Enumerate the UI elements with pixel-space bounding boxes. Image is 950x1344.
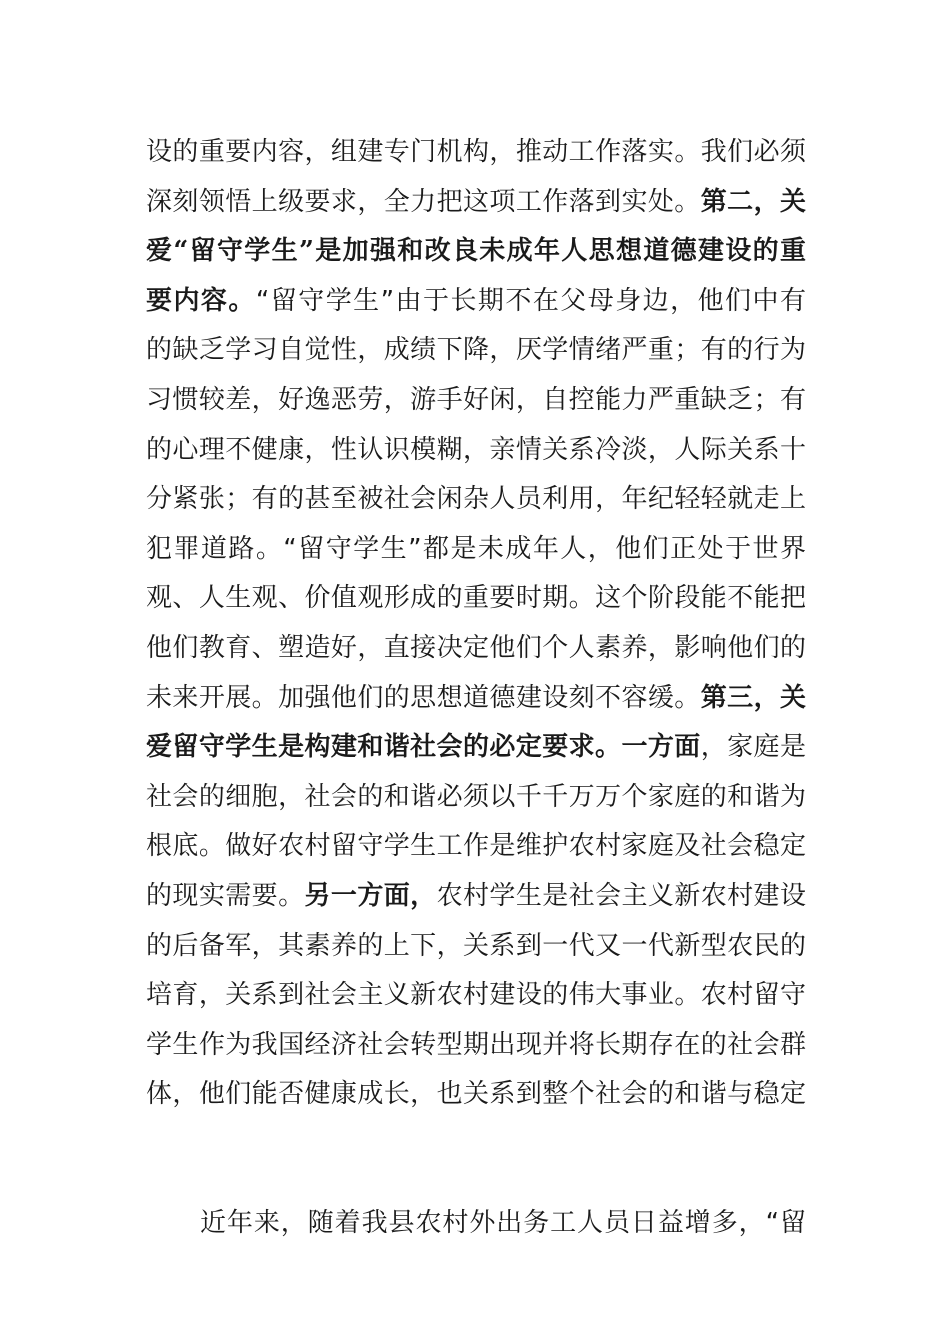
text-line	[146, 678, 806, 718]
text-line	[146, 926, 806, 966]
text-segment: 根底。做好农村留守学生工作是维护农村家庭及社会稳定	[146, 831, 806, 862]
text-segment: 农村学生是社会主义新农村建设	[436, 881, 806, 911]
text-segment: 体，他们能否健康成长，也关系到整个社会的和谐与稳定	[146, 1079, 806, 1110]
bold-text-segment: 爱留守学生是构建和谐社会的必定要求。	[146, 732, 622, 763]
text-segment: 未来开展。加强他们的思想道德建设刻不容缓。	[146, 682, 701, 713]
text-segment: 学生作为我国经济社会转型期出现并将长期存在的社会群	[146, 1029, 806, 1060]
text-segment: 深刻领悟上级要求，全力把这项工作落到实处。	[146, 186, 701, 217]
text-line	[146, 1025, 806, 1065]
bold-text-segment: 第三，关	[700, 682, 806, 713]
text-segment: 他们教育、塑造好，直接决定他们个人素养，影响他们的	[146, 633, 806, 663]
bold-text-segment: 第二，关	[700, 186, 806, 217]
text-segment: ，家庭是	[700, 732, 806, 763]
text-line	[146, 876, 806, 916]
text-line	[146, 628, 806, 668]
text-line	[146, 430, 806, 470]
text-line	[146, 1074, 806, 1114]
text-segment: 习惯较差，好逸恶劳，游手好闲，自控能力严重缺乏；有	[146, 385, 806, 415]
text-segment: 分紧张；有的甚至被社会闲杂人员利用，年纪轻轻就走上	[146, 484, 806, 515]
text-line	[146, 529, 806, 569]
text-segment: 观、人生观、价值观形成的重要时期。这个阶段能不能把	[146, 583, 806, 614]
text-line	[146, 777, 806, 817]
bold-text-segment: 爱“留守学生”是加强和改良未成年人思想道德建设的重	[146, 236, 806, 267]
bold-text-segment: 一方面	[621, 732, 701, 763]
text-segment: “留守学生”由于长期不在父母身边，他们中有	[255, 285, 806, 316]
text-segment: 近年来，随着我县农村外出务工人员日益增多，“留	[200, 1208, 806, 1238]
text-line	[146, 132, 806, 172]
text-line	[146, 182, 806, 222]
text-line	[200, 1203, 806, 1243]
text-line	[146, 975, 806, 1015]
bold-text-segment: 要内容。	[146, 285, 256, 316]
text-segment: 培育，关系到社会主义新农村建设的伟大事业。农村留守	[146, 980, 806, 1011]
text-line	[146, 727, 806, 767]
text-line	[146, 380, 806, 420]
text-segment: 的现实需要。	[146, 881, 305, 911]
text-line	[146, 231, 806, 271]
text-line	[146, 281, 806, 321]
text-segment: 设的重要内容，组建专门机构，推动工作落实。我们必须	[146, 137, 806, 167]
text-line	[146, 330, 806, 370]
text-segment: 的缺乏学习自觉性，成绩下降，厌学情绪严重；有的行为	[146, 335, 806, 366]
text-segment: 社会的细胞，社会的和谐必须以千千万万个家庭的和谐为	[146, 781, 806, 812]
text-segment: 的后备军，其素养的上下，关系到一代又一代新型农民的	[146, 930, 806, 961]
text-segment: 犯罪道路。“留守学生”都是未成年人，他们正处于世界	[146, 533, 806, 564]
text-line	[146, 479, 806, 519]
text-line	[146, 578, 806, 618]
text-line	[146, 826, 806, 866]
text-segment: 的心理不健康，性认识模糊，亲情关系冷淡，人际关系十	[146, 434, 806, 465]
bold-text-segment: 另一方面，	[304, 881, 437, 911]
